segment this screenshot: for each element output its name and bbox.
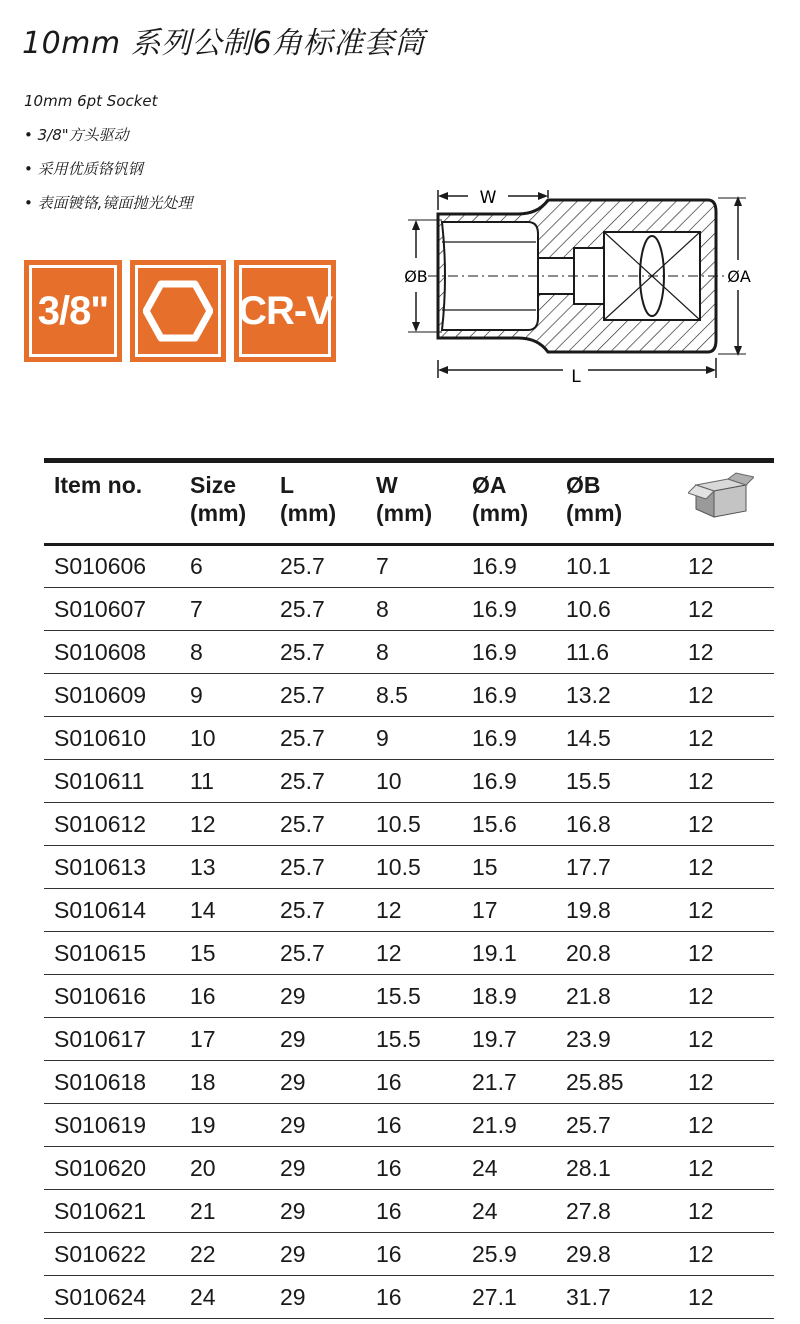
length-cell: 25.7 [270,760,366,803]
table-row [44,1104,774,1147]
length-cell: 29 [270,1233,366,1276]
table-header-row [44,461,774,545]
length-cell: 25.7 [270,889,366,932]
diameter-b-cell: 23.9 [556,1018,654,1061]
header-size: Size (mm) [180,461,270,545]
width-cell: 9 [366,717,462,760]
diameter-a-cell: 16.9 [462,588,556,631]
quantity-cell: 12 [654,545,774,588]
table-row [44,1018,774,1061]
quantity-cell: 12 [654,1104,774,1147]
diameter-a-cell: 24 [462,1190,556,1233]
width-cell: 7 [366,545,462,588]
diameter-b-cell: 25.85 [556,1061,654,1104]
quantity-cell: 12 [654,1147,774,1190]
quantity-cell: 12 [654,846,774,889]
length-cell: 29 [270,1190,366,1233]
size-cell: 11 [180,760,270,803]
length-cell: 25.7 [270,674,366,717]
quantity-cell: 12 [654,975,774,1018]
diameter-b-cell: 17.7 [556,846,654,889]
quantity-cell: 12 [654,932,774,975]
quantity-cell: 12 [654,1190,774,1233]
width-cell: 15.5 [366,975,462,1018]
quantity-cell: 12 [654,803,774,846]
diameter-a-cell: 16.9 [462,545,556,588]
item-no-cell: S010610 [44,717,180,760]
length-cell: 29 [270,1147,366,1190]
hexagon-badge [130,260,226,362]
item-no-cell: S010620 [44,1147,180,1190]
diameter-a-cell: 16.9 [462,760,556,803]
size-cell: 15 [180,932,270,975]
diameter-a-cell: 16.9 [462,631,556,674]
width-cell: 10 [366,760,462,803]
material-badge: CR-V [234,260,336,362]
width-cell: 16 [366,1147,462,1190]
item-no-cell: S010617 [44,1018,180,1061]
w-label: W [479,188,497,208]
table-row [44,932,774,975]
length-cell: 25.7 [270,717,366,760]
item-no-cell: S010612 [44,803,180,846]
quantity-cell: 12 [654,588,774,631]
header-diameter-b: ØB (mm) [556,461,654,545]
table-row [44,1061,774,1104]
item-no-cell: S010608 [44,631,180,674]
quantity-cell: 12 [654,1233,774,1276]
table-row [44,760,774,803]
header-width: W (mm) [366,461,462,545]
width-cell: 10.5 [366,803,462,846]
diameter-a-cell: 21.9 [462,1104,556,1147]
diameter-a-cell: 19.7 [462,1018,556,1061]
spec-badges [24,260,336,362]
size-cell: 10 [180,717,270,760]
item-no-cell: S010618 [44,1061,180,1104]
quantity-cell: 12 [654,674,774,717]
width-cell: 15.5 [366,1018,462,1061]
diameter-b-cell: 20.8 [556,932,654,975]
diameter-a-cell: 18.9 [462,975,556,1018]
item-no-cell: S010624 [44,1276,180,1319]
table-row [44,717,774,760]
size-cell: 6 [180,545,270,588]
l-label: L [571,367,581,387]
diameter-b-cell: 28.1 [556,1147,654,1190]
width-cell: 16 [366,1190,462,1233]
length-cell: 25.7 [270,545,366,588]
item-no-cell: S010614 [44,889,180,932]
quantity-cell: 12 [654,889,774,932]
diameter-a-cell: 16.9 [462,674,556,717]
feature-item: • 采用优质铬钒钢 [24,160,143,178]
item-no-cell: S010607 [44,588,180,631]
item-no-cell: S010611 [44,760,180,803]
diameter-a-cell: 27.1 [462,1276,556,1319]
diameter-a-cell: 15.6 [462,803,556,846]
length-cell: 29 [270,1276,366,1319]
size-cell: 16 [180,975,270,1018]
quantity-cell: 12 [654,717,774,760]
width-cell: 16 [366,1061,462,1104]
table-row [44,588,774,631]
table-row [44,631,774,674]
table-row [44,1276,774,1319]
diameter-b-cell: 27.8 [556,1190,654,1233]
size-cell: 8 [180,631,270,674]
table-row [44,889,774,932]
drive-size-badge: 3/8" [24,260,122,362]
item-no-cell: S010619 [44,1104,180,1147]
box-icon [688,471,754,519]
a-label: ØA [727,267,751,286]
diameter-a-cell: 24 [462,1147,556,1190]
diameter-b-cell: 10.6 [556,588,654,631]
size-cell: 12 [180,803,270,846]
quantity-cell: 12 [654,1276,774,1319]
diameter-b-cell: 15.5 [556,760,654,803]
diameter-a-cell: 21.7 [462,1061,556,1104]
width-cell: 16 [366,1233,462,1276]
size-cell: 14 [180,889,270,932]
width-cell: 12 [366,889,462,932]
item-no-cell: S010615 [44,932,180,975]
length-cell: 25.7 [270,631,366,674]
table-row [44,803,774,846]
item-no-cell: S010622 [44,1233,180,1276]
diameter-a-cell: 17 [462,889,556,932]
diameter-a-cell: 16.9 [462,717,556,760]
diameter-a-cell: 19.1 [462,932,556,975]
feature-item: • 表面镀铬,镜面抛光处理 [24,194,193,212]
header-length: L (mm) [270,461,366,545]
quantity-cell: 12 [654,631,774,674]
length-cell: 25.7 [270,803,366,846]
feature-item: 10mm 6pt Socket [24,92,158,110]
diameter-b-cell: 14.5 [556,717,654,760]
size-cell: 22 [180,1233,270,1276]
item-no-cell: S010613 [44,846,180,889]
table-row [44,846,774,889]
length-cell: 25.7 [270,846,366,889]
table-row [44,674,774,717]
diameter-b-cell: 16.8 [556,803,654,846]
width-cell: 16 [366,1104,462,1147]
size-cell: 7 [180,588,270,631]
size-cell: 9 [180,674,270,717]
size-cell: 13 [180,846,270,889]
width-cell: 10.5 [366,846,462,889]
feature-item: • 3/8"方头驱动 [24,126,129,144]
table-row [44,1147,774,1190]
size-cell: 24 [180,1276,270,1319]
item-no-cell: S010606 [44,545,180,588]
diameter-b-cell: 19.8 [556,889,654,932]
socket-diagram [398,182,768,392]
diameter-b-cell: 13.2 [556,674,654,717]
length-cell: 29 [270,1018,366,1061]
b-label: ØB [404,267,428,286]
page-title: 10mm 系列公制6角标准套筒 [22,26,425,61]
table-row [44,1190,774,1233]
quantity-cell: 12 [654,1061,774,1104]
length-cell: 29 [270,1104,366,1147]
quantity-cell: 12 [654,1018,774,1061]
width-cell: 8 [366,588,462,631]
item-no-cell: S010621 [44,1190,180,1233]
diameter-b-cell: 25.7 [556,1104,654,1147]
hexagon-icon [143,280,213,342]
feature-list [24,90,192,226]
item-no-cell: S010616 [44,975,180,1018]
header-item-no: Item no. [44,461,180,545]
table-row [44,975,774,1018]
length-cell: 29 [270,1061,366,1104]
diameter-a-cell: 25.9 [462,1233,556,1276]
width-cell: 8.5 [366,674,462,717]
length-cell: 25.7 [270,588,366,631]
size-cell: 19 [180,1104,270,1147]
length-cell: 25.7 [270,932,366,975]
header-quantity [654,461,774,545]
diameter-b-cell: 29.8 [556,1233,654,1276]
diameter-a-cell: 15 [462,846,556,889]
table-row [44,1233,774,1276]
diameter-b-cell: 10.1 [556,545,654,588]
size-cell: 21 [180,1190,270,1233]
diameter-b-cell: 21.8 [556,975,654,1018]
width-cell: 8 [366,631,462,674]
header-diameter-a: ØA (mm) [462,461,556,545]
diameter-b-cell: 11.6 [556,631,654,674]
quantity-cell: 12 [654,760,774,803]
size-cell: 20 [180,1147,270,1190]
width-cell: 16 [366,1276,462,1319]
width-cell: 12 [366,932,462,975]
item-no-cell: S010609 [44,674,180,717]
length-cell: 29 [270,975,366,1018]
size-cell: 18 [180,1061,270,1104]
spec-table [44,458,774,1319]
size-cell: 17 [180,1018,270,1061]
table-row [44,545,774,588]
diameter-b-cell: 31.7 [556,1276,654,1319]
